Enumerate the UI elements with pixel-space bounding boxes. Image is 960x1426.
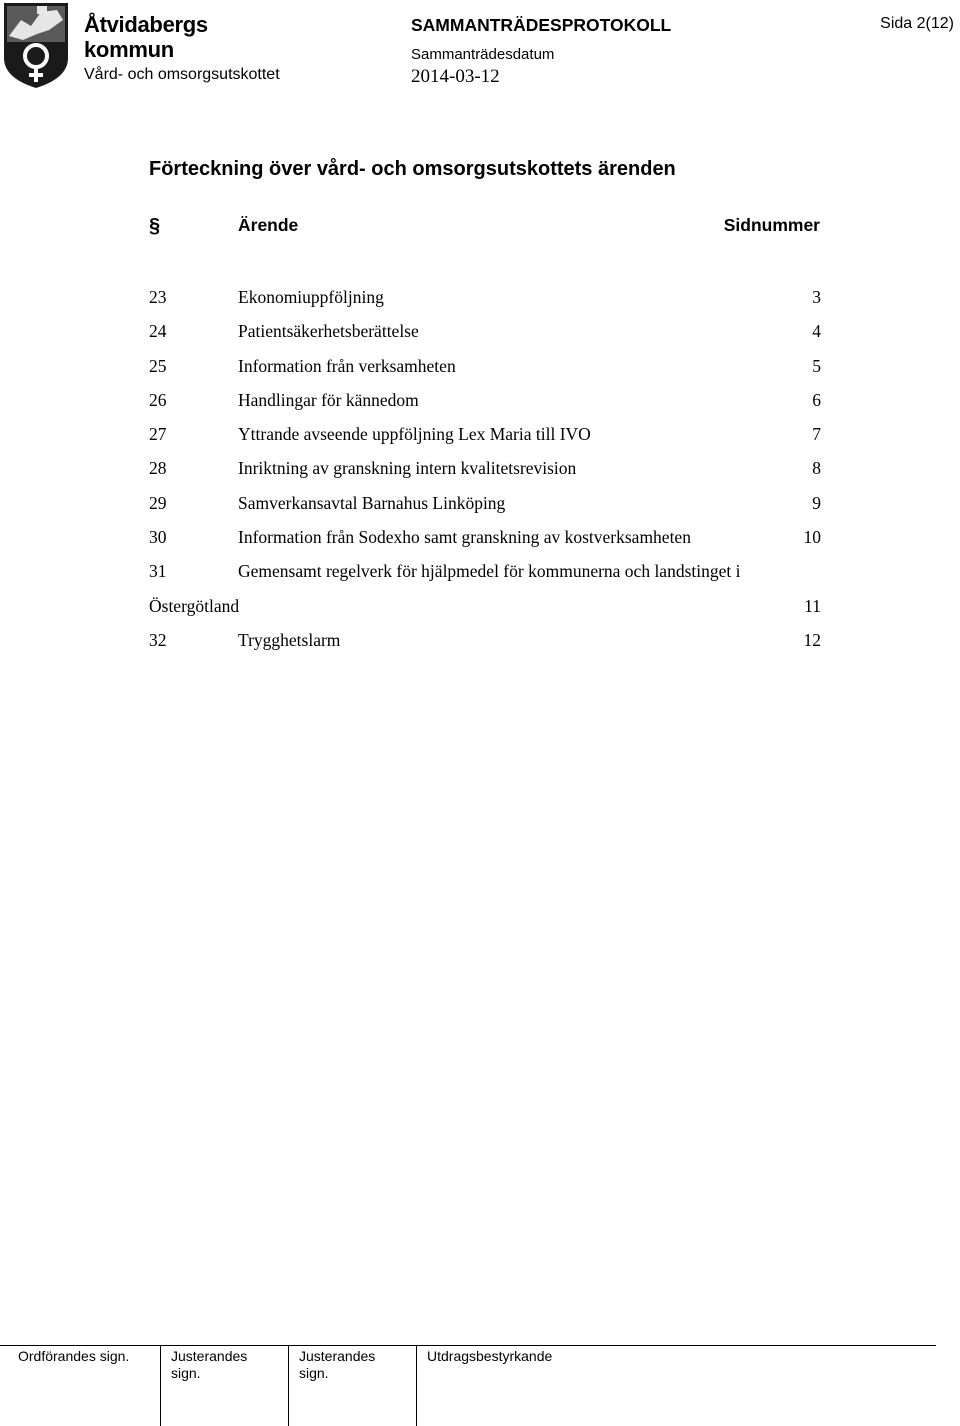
list-item — [149, 629, 821, 663]
item-page: 11 — [804, 595, 821, 616]
item-title: Patientsäkerhetsberättelse — [238, 321, 419, 342]
adjuster-signature-label-line2: sign. — [171, 1365, 201, 1381]
item-title: Handlingar för kännedom — [238, 389, 419, 410]
item-page: 10 — [803, 527, 821, 548]
list-item — [149, 389, 821, 423]
list-item — [149, 286, 821, 320]
extract-certification-cell — [416, 1346, 927, 1426]
adjuster-signature-cell-1 — [160, 1346, 299, 1426]
item-number: 28 — [149, 458, 167, 479]
item-title-continuation: Östergötland — [149, 595, 240, 616]
item-number: 31 — [149, 561, 167, 582]
organization-name-line1: Åtvidabergs — [84, 12, 208, 37]
item-page: 12 — [803, 629, 821, 650]
item-title: Yttrande avseende uppföljning Lex Maria till IVO — [238, 424, 591, 445]
adjuster-signature-cell-2 — [288, 1346, 426, 1426]
organization-name — [84, 12, 208, 62]
committee-name: Vård- och omsorgsutskottet — [84, 66, 280, 83]
item-page: 5 — [812, 355, 821, 376]
meeting-date-value: 2014-03-12 — [411, 66, 500, 87]
item-title: Samverkansavtal Barnahus Linköping — [238, 492, 506, 513]
list-item — [149, 320, 821, 354]
item-number: 27 — [149, 424, 167, 445]
signature-footer — [0, 1345, 936, 1425]
item-title: Information från verksamheten — [238, 355, 456, 376]
item-number: 25 — [149, 355, 167, 376]
list-item — [149, 526, 821, 560]
item-number: 26 — [149, 389, 167, 410]
list-item — [149, 560, 821, 629]
item-title: Inriktning av granskning intern kvalitetsrevision — [238, 458, 577, 479]
list-item — [149, 423, 821, 457]
item-page: 4 — [812, 321, 821, 342]
item-number: 24 — [149, 321, 167, 342]
column-header-arende: Ärende — [238, 215, 299, 235]
item-title: Gemensamt regelverk för hjälpmedel för kommunerna och landstinget i — [238, 561, 741, 582]
page-indicator: Sida 2(12) — [880, 15, 954, 32]
item-number: 29 — [149, 492, 167, 513]
item-number: 23 — [149, 287, 167, 307]
coat-of-arms-icon — [1, 0, 71, 90]
item-page: 7 — [812, 424, 821, 445]
item-title: Trygghetslarm — [238, 629, 341, 650]
adjuster-signature-label-line1: Justerandes — [299, 1348, 376, 1364]
chair-signature-cell — [18, 1346, 158, 1426]
adjuster-signature-label-line2: sign. — [299, 1365, 329, 1381]
agenda-index-list — [149, 286, 821, 663]
extract-certification-label: Utdragsbestyrkande — [427, 1348, 553, 1364]
page-title: Förteckning över vård- och omsorgsutskottets ärenden — [149, 158, 676, 180]
item-number: 32 — [149, 629, 167, 650]
organization-name-line2: kommun — [84, 37, 174, 62]
item-title: Information från Sodexho samt granskning av kostverksamheten — [238, 527, 691, 548]
list-item — [149, 355, 821, 389]
meeting-date-label: Sammanträdesdatum — [411, 46, 555, 63]
chair-signature-label: Ordförandes sign. — [18, 1348, 130, 1364]
list-item — [149, 492, 821, 526]
column-header-section: § — [149, 215, 161, 237]
item-page: 3 — [812, 287, 821, 307]
item-page: 8 — [812, 458, 821, 479]
list-item — [149, 457, 821, 491]
adjuster-signature-label-line1: Justerandes — [171, 1348, 248, 1364]
item-page: 6 — [812, 389, 821, 410]
item-title: Ekonomiuppföljning — [238, 287, 384, 307]
item-number: 30 — [149, 527, 167, 548]
item-page: 9 — [812, 492, 821, 513]
document-type: SAMMANTRÄDESPROTOKOLL — [411, 15, 672, 35]
column-header-sidnummer: Sidnummer — [723, 215, 820, 235]
